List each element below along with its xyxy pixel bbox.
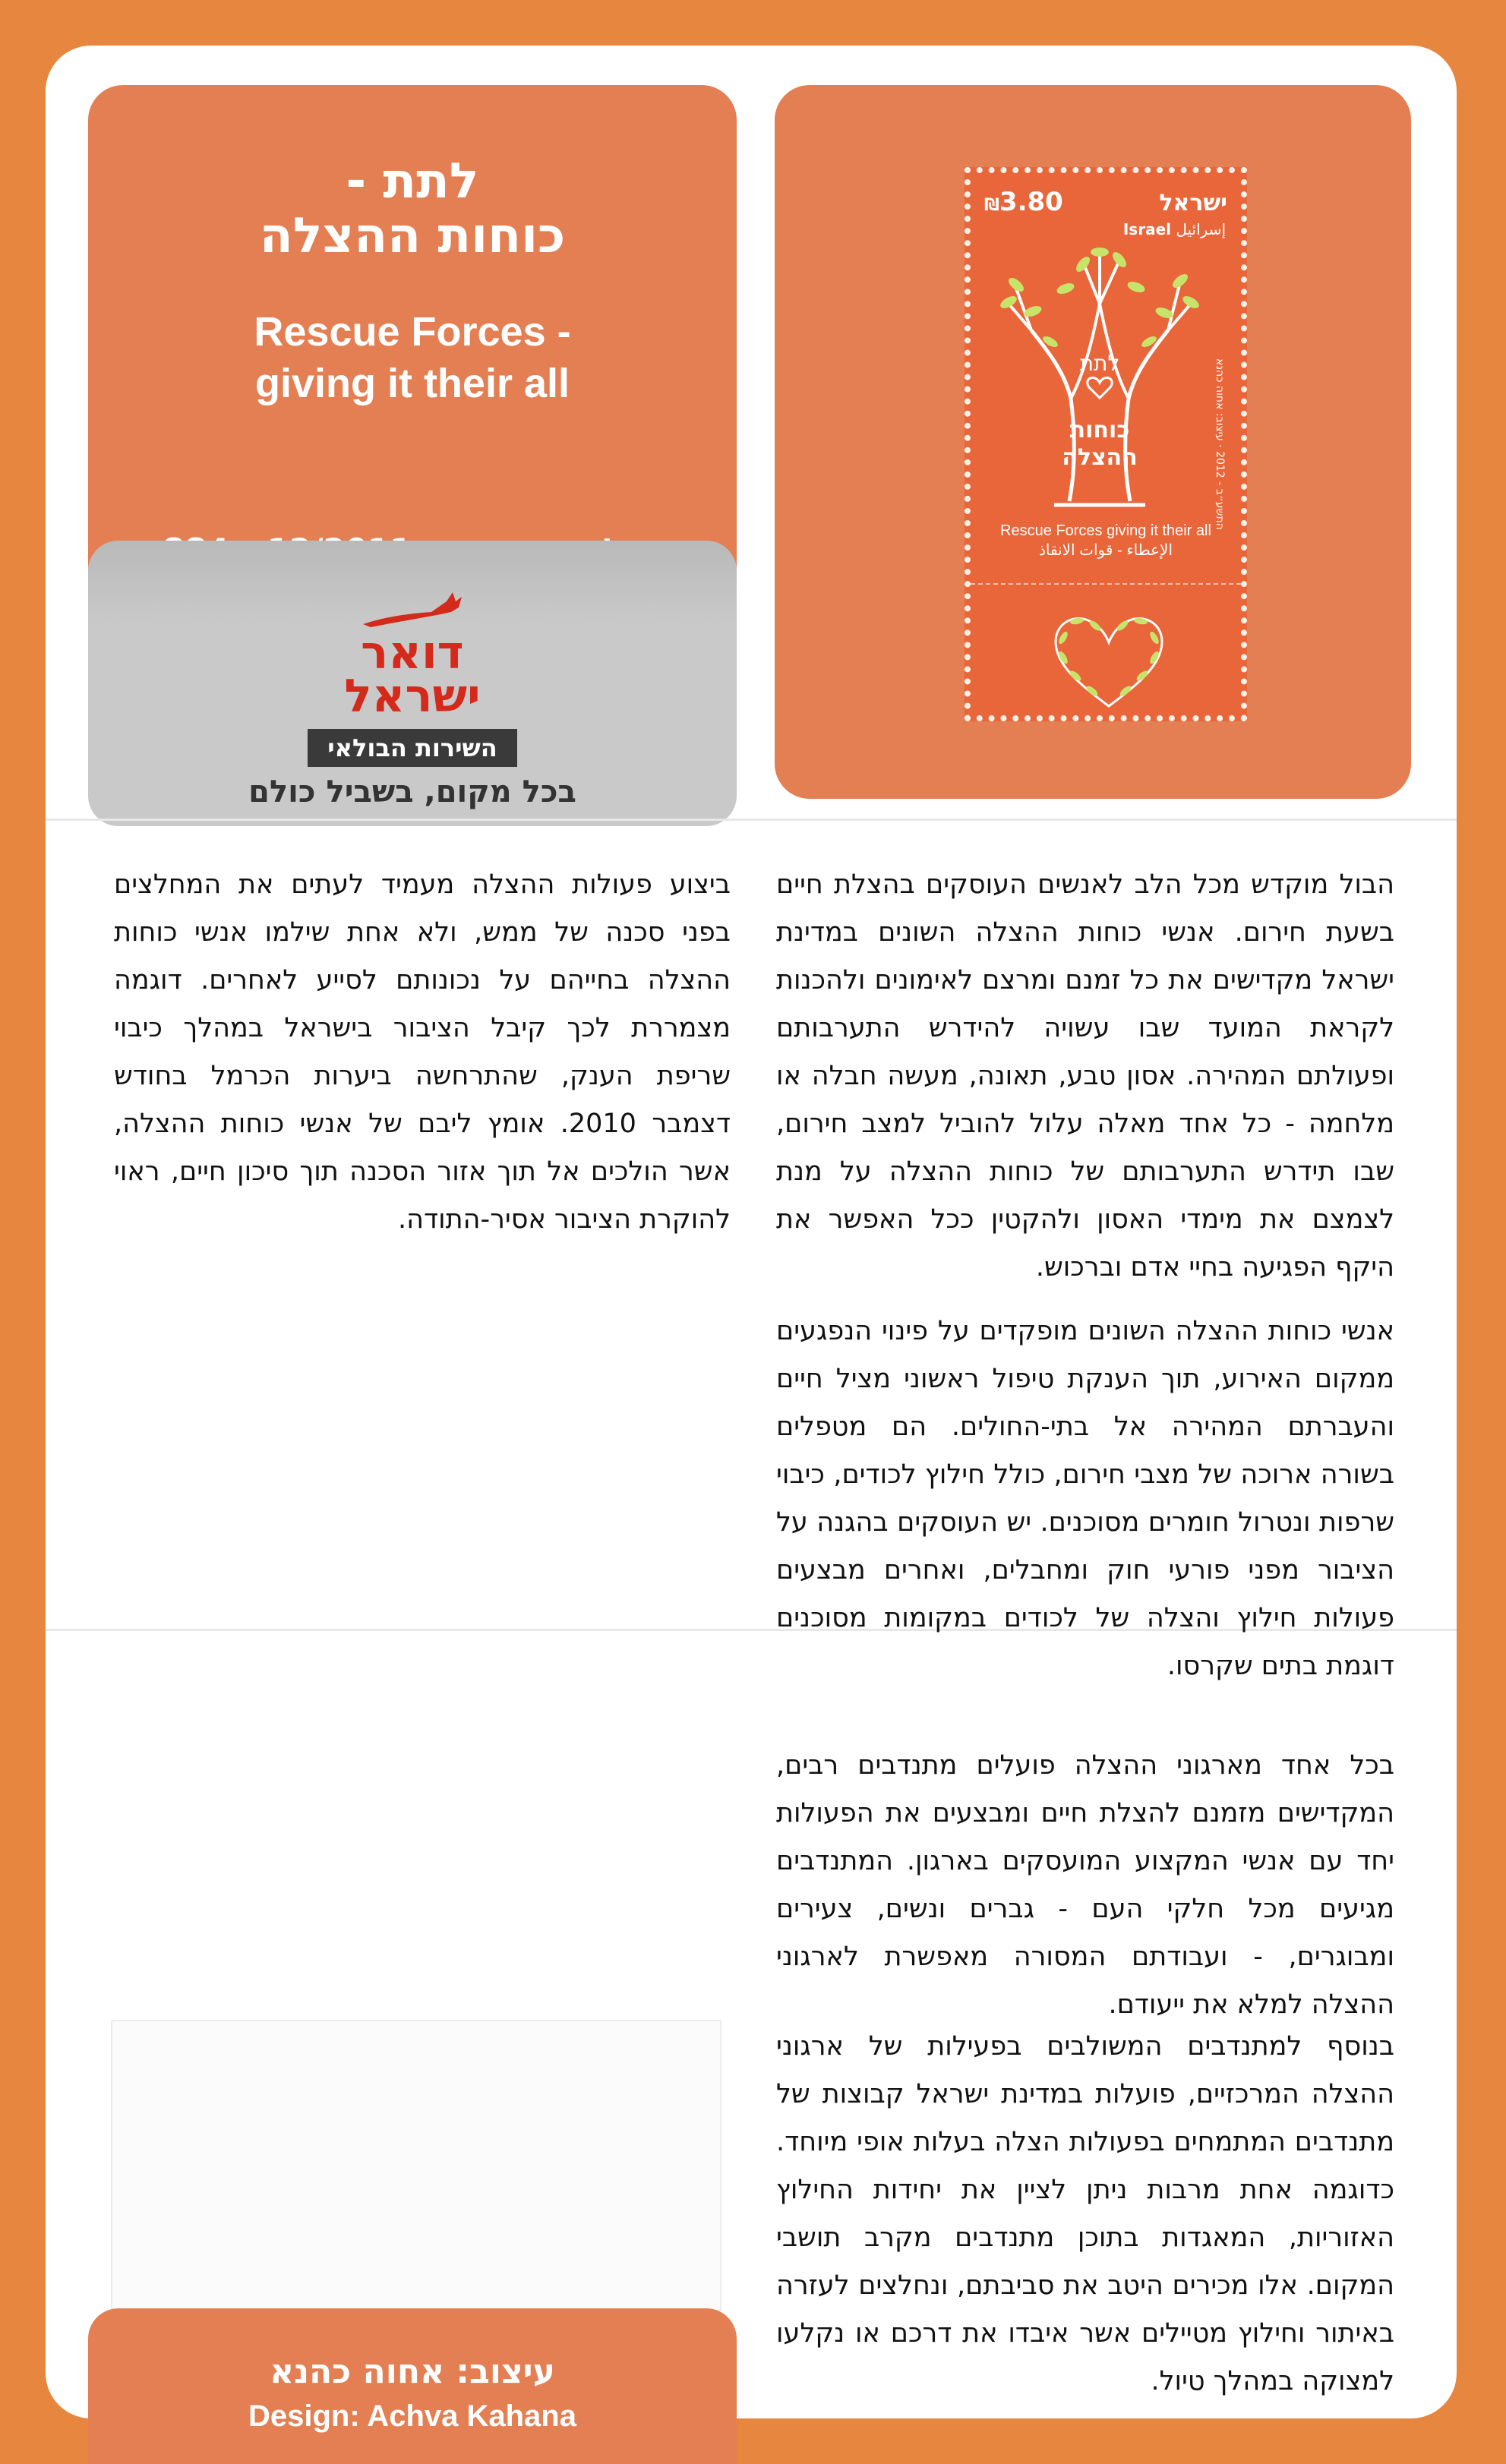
- stamp-tab-divider: [971, 583, 1241, 585]
- deer-icon: [355, 586, 469, 632]
- stamp-card: [775, 85, 1411, 799]
- paragraph-2: אנשי כוחות ההצלה השונים מופקדים על פינוי הנפגעים ממקום האירוע, תוך הענקת טיפול ראשוני מציל חיים והעברתם המהירה אל בתי-החולים. הם מטפלים בשורה ארוכה של מצבי חירום, כולל חילוץ לכודים, כיבוי שרפות ונטרול חומרים מסוכנים. יש העוסקים בהגנה על הציבור מפני פורעי חוק ומחבלים, ואחרים מבצעים פעולות חילוץ והצלה של לכודים במקומות מסוכנים דוגמת בתים שקרסו.: [776, 1316, 1394, 1681]
- hebrew-title-line1: לתת -: [346, 153, 479, 210]
- israel-post-logo-card: [88, 541, 737, 826]
- israel-post-logo: [344, 586, 481, 723]
- english-title-line1: Rescue Forces -: [254, 309, 571, 355]
- design-credit-english: Design: Achva Kahana: [248, 2399, 576, 2433]
- stamp-price: ₪3.80: [984, 187, 1063, 217]
- post-logo-line1: דואר: [361, 626, 464, 680]
- leaf-heart-icon: [1048, 607, 1170, 714]
- post-logo-line2: ישראל: [344, 670, 481, 723]
- stamp-tree-text-1: לתת: [1079, 351, 1120, 376]
- stamp-tree-text-2: כוחות: [1069, 417, 1130, 443]
- post-slogan: בכל מקום, בשביל כולם: [248, 775, 576, 809]
- english-title-line2: giving it their all: [254, 360, 570, 406]
- paragraph-4: בנוסף למתנדבים המשולבים בפעילות של ארגוני ההצלה המרכזיים, פועלות במדינת ישראל קבוצות של מתנדבים המתמחים בפעולות הצלה בעלות אופי מיוחד. כדוגמה אחת מרבות ניתן לציין את יחידות החילוץ האזוריות, המאגדות בתוכן מתנדבים מקרב תושבי המקום. אלו מכירים היטב את סביבתם, ונחלצים לעזרה באיתור וחילוץ מטיילים אשר איבדו את דרכם או נקלעו למצוקה במהלך טיול.: [776, 2031, 1394, 2396]
- stamp-country-subtitle: Israel إسرائيل: [1122, 220, 1226, 238]
- stamp: [965, 167, 1247, 721]
- currency-symbol: ₪: [984, 196, 999, 215]
- paragraph-1: הבול מוקדש מכל הלב לאנשים העוסקים בהצלת חיים בשעת חירום. אנשי כוחות ההצלה השונים במדינת ישראל מקדישים את כל זמנם ומרצם לאימונים ולהכנות לקראת המועד שבו עשויה להידרש התערבותם ופעולתם המהירה. אסון טבע, תאונה, מעשה חבלה או מלחמה - כל אחד מאלה עלול להוביל למצב חירום, שבו תידרש התערבותם של כוחות ההצלה על מנת לצמצם את מימדי האסון ולהקטין ככל האפשר את היקף הפגיעה בחיי אדם וברכוש.: [776, 869, 1394, 1282]
- english-title: [88, 307, 737, 409]
- paragraph-3: בכל אחד מארגוני ההצלה פועלים מתנדבים רבים, המקדישים מזמנם להצלת חיים ומבצעים את הפעולות יחד עם אנשי המקצוע המועסקים בארגון. המתנדבים מגיעים מכל חלקי העם - גברים ונשים, צעירים ומבוגרים, - ועבודתם המסורה מאפשרת לארגוני ההצלה למלא את ייעודם.: [776, 1750, 1394, 2020]
- fold-line: [46, 819, 1457, 821]
- stamp-caption-english: Rescue Forces giving it their all: [1000, 522, 1211, 539]
- design-credit-hebrew: עיצוב: אחוה כהנא: [270, 2352, 555, 2391]
- design-credit-card: [88, 2308, 737, 2464]
- title-card: [88, 85, 737, 600]
- philatelic-service-label: השירות הבולאי: [308, 729, 516, 767]
- hebrew-title: [88, 155, 737, 263]
- tree-heart-icon: [986, 243, 1214, 509]
- faint-background-box: [111, 2020, 721, 2311]
- stamp-country-hebrew: ישראל: [1159, 190, 1227, 216]
- stamp-caption-arabic: الإعطاء - قوات الانقاذ: [1038, 542, 1173, 559]
- paragraph-5: ביצוע פעולות ההצלה מעמיד לעתים את המחלצים בפני סכנה של ממש, ולא אחת שילמו אנשי כוחות ההצלה בחייהם על נכונותם לסייע לאחרים. דוגמה מצמררת לכך קיבל הציבור בישראל במהלך כיבוי שריפת הענק, שהתרחשה ביערות הכרמל בחודש דצמבר 2010. אומץ ליבם של אנשי כוחות ההצלה, אשר הולכים אל תוך אזור הסכנה תוך סיכון חיים, ראוי להוקרת הציבור אסיר-התודה.: [114, 869, 731, 1235]
- stamp-tree-text-3: ההצלה: [1062, 444, 1138, 471]
- stamp-side-text: התשע״ב - 2012 · עיצוב: אחוה כהנא: [1214, 358, 1226, 530]
- hebrew-title-line2: כוחות ההצלה: [259, 207, 566, 264]
- stamp-caption: [978, 521, 1233, 560]
